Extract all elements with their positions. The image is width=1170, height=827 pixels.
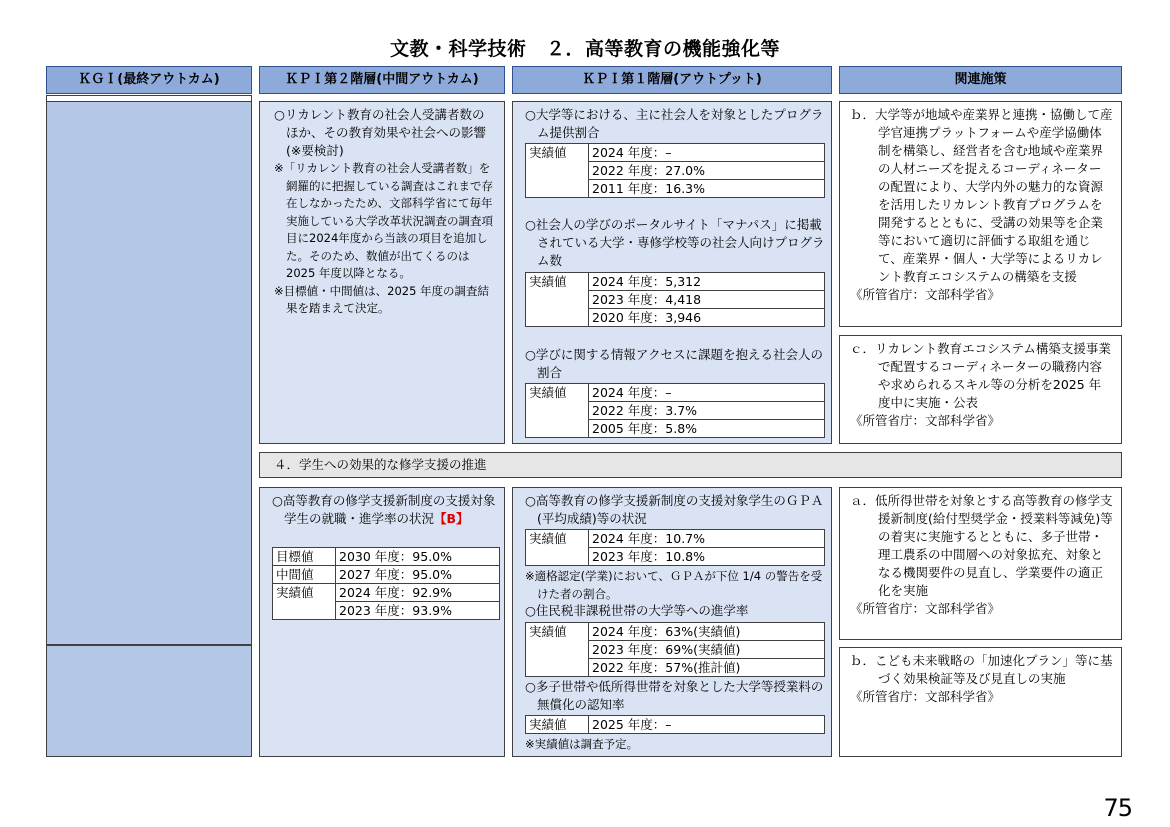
kgi-cell-1: [46, 101, 252, 645]
table-cell: 2023 年度：4,418: [589, 291, 825, 309]
table-cell: 2030 年度：95.0%: [336, 548, 500, 566]
page-number: 75: [1103, 794, 1132, 822]
section2-kpi1-item1-text: ○高等教育の修学支援新制度の支援対象学生のＧＰＡ(平均成績)等の状況: [525, 493, 824, 526]
section1-kpi1-item2-text: ○社会人の学びのポータルサイト「マナパス」に掲載されている大学・専修学校等の社会人向けプログラム数: [525, 217, 825, 268]
table-cell: 2024 年度：10.7%: [589, 530, 825, 548]
table-cell: 2022 年度：27.0%: [589, 162, 825, 180]
section2-kpi2-text: ○高等教育の修学支援新制度の支援対象学生の就職・進学率の状況: [272, 493, 496, 526]
table-cell: 2011 年度：16.3%: [589, 180, 825, 198]
section2-kpi1-cell: [512, 487, 832, 757]
section1-kpi1-item1-text: ○大学等における、主に社会人を対象としたプログラム提供割合: [525, 107, 824, 140]
section2-kpi1-item3-note: ※実績値は調査予定。: [525, 737, 639, 751]
table-label: 実績値: [526, 623, 589, 677]
section2-kpi2-cell: [259, 487, 505, 757]
measure-text: ｂ．大学等が地域や産業界と連携・協働して産学官連携プラットフォームや産学協働体制を構築し、経営者を含む地域や産業界の人材ニーズを捉えるコーディネーターの配置により、大学内外の魅力的な資源を活用したリカレント教育プログラムを開発するとともに、受講の効果等を企業等において適切に評価する取組を通じて、産業界・個人・大学等によるリカレント教育エコシステムの構築を支援: [850, 107, 1113, 284]
section2-kpi1-item2-table: [525, 622, 825, 677]
section1-kpi1-cell: [512, 101, 832, 444]
table-label: 実績値: [526, 716, 589, 734]
ministry-label: 《所管省庁：文部科学省》: [850, 413, 1001, 428]
section1-kpi1-item2-table: [525, 272, 825, 327]
table-label: 実績値: [526, 384, 589, 438]
section1-kpi2-text: ○リカレント教育の社会人受講者数のほか、その教育効果や社会への影響(※要検討): [274, 107, 487, 158]
table-cell: 2024 年度：5,312: [589, 273, 825, 291]
ministry-label: 《所管省庁：文部科学省》: [850, 689, 1001, 704]
section1-kpi1-item3-table: [525, 383, 825, 438]
header-measures: 関連施策: [839, 66, 1122, 94]
grade-badge: B: [446, 511, 457, 526]
section1-measure-b: [839, 101, 1122, 327]
table-label: 実績値: [273, 584, 336, 620]
section2-kpi2-table: [272, 547, 500, 620]
table-cell: 2023 年度：69%(実績値): [589, 641, 825, 659]
kgi-cell-2: [46, 645, 252, 757]
measure-text: ａ．低所得世帯を対象とする高等教育の修学支援新制度(給付型奨学金・授業料等減免)等の着実に実施するとともに、多子世帯・理工農系の中間層への対象拡充、対象となる機関要件の見直し、学業要件の適正化を実施: [850, 493, 1113, 598]
page-title: 文教・科学技術 ２．高等教育の機能強化等: [389, 38, 780, 60]
table-label: 中間値: [273, 566, 336, 584]
section1-kpi2-note2: ※目標値・中間値は、2025 年度の調査結果を踏まえて決定。: [274, 283, 490, 315]
table-label: 目標値: [273, 548, 336, 566]
section2-kpi1-item1-note: ※適格認定(学業)において、ＧＰＡが下位 1/4 の警告を受けた者の割合。: [525, 569, 823, 601]
section1-kpi1-item3-text: ○学びに関する情報アクセスに課題を抱える社会人の割合: [525, 347, 824, 380]
section1-measure-c: [839, 335, 1122, 444]
table-cell: 2022 年度：3.7%: [589, 402, 825, 420]
table-label: 実績値: [526, 530, 589, 566]
ministry-label: 《所管省庁：文部科学省》: [850, 287, 1001, 302]
table-cell: 2024 年度：–: [589, 384, 825, 402]
grade-close: 】: [456, 511, 469, 526]
measure-text: ｂ．こども未来戦略の「加速化プラン」等に基づく効果検証等及び見直しの実施: [850, 653, 1113, 686]
table-cell: 2024 年度：92.9%: [336, 584, 500, 602]
table-cell: 2025 年度：–: [589, 716, 825, 734]
section2-kpi2-text-block: [272, 492, 498, 528]
table-label: 実績値: [526, 144, 589, 198]
header-kpi1: ＫＰＩ第１階層(アウトプット): [512, 66, 832, 94]
grade-open: 【: [434, 511, 447, 526]
table-cell: 2024 年度：63%(実績値): [589, 623, 825, 641]
section2-measure-a: [839, 487, 1122, 640]
measure-text: ｃ．リカレント教育エコシステム構築支援事業で配置するコーディネーターの職務内容や求められるスキル等の分析を2025 年度中に実施・公表: [850, 341, 1111, 410]
section1-kpi2-cell: [259, 101, 505, 444]
header-kpi2: ＫＰＩ第２階層(中間アウトカム): [259, 66, 505, 94]
section1-kpi1-item1-table: [525, 143, 825, 198]
section2-kpi1-item1-table: [525, 529, 825, 566]
table-cell: 2022 年度：57%(推計値): [589, 659, 825, 677]
table-cell: 2024 年度：–: [589, 144, 825, 162]
table-cell: 2023 年度：93.9%: [336, 602, 500, 620]
section2-kpi1-item3-text: ○多子世帯や低所得世帯を対象とした大学等授業料の無償化の認知率: [525, 679, 824, 712]
section2-measure-b: [839, 647, 1122, 757]
section2-kpi1-item3-table: [525, 715, 825, 734]
table-cell: 2005 年度：5.8%: [589, 420, 825, 438]
table-label: 実績値: [526, 273, 589, 327]
table-cell: 2023 年度：10.8%: [589, 548, 825, 566]
section1-kpi2-note1: ※「リカレント教育の社会人受講者数」を網羅的に把握している調査はこれまで存在しなかったため、文部科学省にて毎年実施している大学改革状況調査の調査項目に2024年度から当該の項目を追加した。そのため、数値が出てくるのは 2025 年度以降となる。: [274, 161, 493, 280]
table-cell: 2020 年度：3,946: [589, 309, 825, 327]
table-cell: 2027 年度：95.0%: [336, 566, 500, 584]
header-kgi: ＫＧＩ(最終アウトカム): [46, 66, 252, 94]
ministry-label: 《所管省庁：文部科学省》: [850, 601, 1001, 616]
section2-kpi1-item2-text: ○住民税非課税世帯の大学等への進学率: [525, 603, 749, 618]
section2-heading: ４．学生への効果的な修学支援の推進: [259, 452, 1122, 478]
